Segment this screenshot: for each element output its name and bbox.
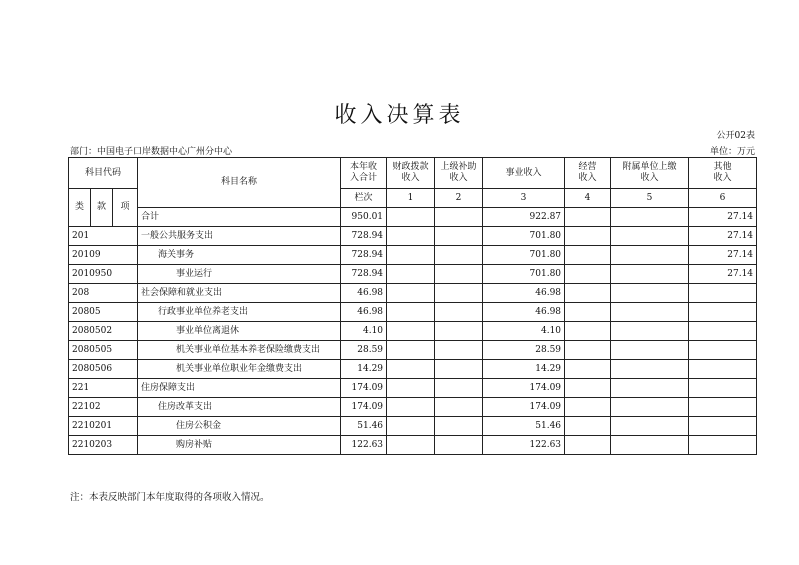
- table-row: [69, 284, 757, 303]
- column-number: 3: [483, 189, 565, 208]
- other-income: [689, 341, 757, 360]
- subject-name: 机关事业单位职业年金缴费支出: [138, 360, 341, 379]
- fiscal-income: [387, 398, 435, 417]
- total-income: 728.94: [341, 265, 387, 284]
- subject-name: 住房改革支出: [138, 398, 341, 417]
- fiscal-income: [387, 303, 435, 322]
- subsidy-income: [435, 246, 483, 265]
- subsidy-income: [435, 265, 483, 284]
- table-row: [69, 341, 757, 360]
- total-income: 46.98: [341, 303, 387, 322]
- subsidy-income: [435, 284, 483, 303]
- fiscal-income-header: 财政拨款 收入: [387, 158, 435, 189]
- footnote: 注：本表反映部门本年度取得的各项收入情况。: [70, 492, 270, 503]
- total-income: 122.63: [341, 436, 387, 455]
- page-title: 收入决算表: [334, 103, 465, 128]
- operating-income: [565, 227, 611, 246]
- subsidy-income: [435, 322, 483, 341]
- column-number: 6: [689, 189, 757, 208]
- operating-income: [565, 417, 611, 436]
- fiscal-income: [387, 227, 435, 246]
- form-code: 公开02表: [716, 131, 755, 141]
- total-income: 728.94: [341, 246, 387, 265]
- operating-income: [565, 436, 611, 455]
- other-income: [689, 417, 757, 436]
- other-income-header: 其他 收入: [689, 158, 757, 189]
- fiscal-income: [387, 360, 435, 379]
- affiliated-income: [611, 341, 689, 360]
- subject-name-header: 科目名称: [138, 158, 341, 208]
- affiliated-income: [611, 246, 689, 265]
- subsidy-income: [435, 436, 483, 455]
- business-income: 14.29: [483, 360, 565, 379]
- affiliated-income: [611, 284, 689, 303]
- other-income: [689, 436, 757, 455]
- subsidy-income: [435, 360, 483, 379]
- subject-name: 住房保障支出: [138, 379, 341, 398]
- affiliated-income: [611, 360, 689, 379]
- column-number: 2: [435, 189, 483, 208]
- column-number: 5: [611, 189, 689, 208]
- subject-name: 一般公共服务支出: [138, 227, 341, 246]
- subsidy-income: [435, 417, 483, 436]
- business-income-header: 事业收入: [483, 158, 565, 189]
- header-row: [69, 158, 757, 189]
- subject-name: 社会保障和就业支出: [138, 284, 341, 303]
- other-income: [689, 322, 757, 341]
- subsidy-income: [435, 379, 483, 398]
- subject-name: 机关事业单位基本养老保险缴费支出: [138, 341, 341, 360]
- total-income-header: 本年收 入合计: [341, 158, 387, 189]
- income-table: [68, 157, 757, 455]
- other-income: [689, 398, 757, 417]
- business-income: 701.80: [483, 246, 565, 265]
- subject-name: 行政事业单位养老支出: [138, 303, 341, 322]
- table-row: [69, 227, 757, 246]
- table-row: [69, 303, 757, 322]
- lanci-label: 栏次: [341, 189, 387, 208]
- subject-name: 事业运行: [138, 265, 341, 284]
- operating-income: [565, 360, 611, 379]
- operating-income: [565, 379, 611, 398]
- total-row: [69, 208, 757, 227]
- affiliated-income: [611, 398, 689, 417]
- subject-code: 2080502: [69, 322, 138, 341]
- subject-code: 221: [69, 379, 138, 398]
- subsidy-income: [435, 398, 483, 417]
- other-income: 27.14: [689, 246, 757, 265]
- operating-income: [565, 284, 611, 303]
- table-row: [69, 360, 757, 379]
- table-row: [69, 417, 757, 436]
- business-income: 46.98: [483, 284, 565, 303]
- operating-income: [565, 398, 611, 417]
- subject-code: 22102: [69, 398, 138, 417]
- department-label: 部门：中国电子口岸数据中心广州分中心: [70, 147, 233, 157]
- fiscal-income: [387, 379, 435, 398]
- operating-income: [565, 303, 611, 322]
- total-other-income: 27.14: [689, 208, 757, 227]
- operating-income: [565, 246, 611, 265]
- operating-income: [565, 341, 611, 360]
- operating-income: [565, 322, 611, 341]
- other-income: [689, 379, 757, 398]
- affiliated-income: [611, 265, 689, 284]
- affiliated-income: [611, 322, 689, 341]
- fiscal-income: [387, 341, 435, 360]
- affiliated-income: [611, 227, 689, 246]
- total-income: 174.09: [341, 398, 387, 417]
- business-income: 701.80: [483, 227, 565, 246]
- subject-name: 事业单位离退休: [138, 322, 341, 341]
- affiliated-income-header: 附属单位上缴 收入: [611, 158, 689, 189]
- fiscal-income: [387, 284, 435, 303]
- business-income: 28.59: [483, 341, 565, 360]
- subsidy-income: [435, 303, 483, 322]
- business-income: 174.09: [483, 398, 565, 417]
- fiscal-income: [387, 265, 435, 284]
- subject-code: 2080506: [69, 360, 138, 379]
- column-number: 1: [387, 189, 435, 208]
- table-row: [69, 322, 757, 341]
- total-business-income: 922.87: [483, 208, 565, 227]
- business-income: 46.98: [483, 303, 565, 322]
- column-number: 4: [565, 189, 611, 208]
- table-row: [69, 379, 757, 398]
- subject-code-header: 科目代码: [69, 158, 138, 189]
- subject-name: 住房公积金: [138, 417, 341, 436]
- subject-code: 208: [69, 284, 138, 303]
- business-income: 701.80: [483, 265, 565, 284]
- total-income: 51.46: [341, 417, 387, 436]
- fiscal-income: [387, 322, 435, 341]
- other-income: 27.14: [689, 227, 757, 246]
- subject-code: 20109: [69, 246, 138, 265]
- business-income: 51.46: [483, 417, 565, 436]
- business-income: 4.10: [483, 322, 565, 341]
- fiscal-income: [387, 417, 435, 436]
- affiliated-income: [611, 417, 689, 436]
- table-row: [69, 436, 757, 455]
- lei-header: 类: [69, 189, 91, 227]
- subsidy-income-header: 上级补助 收入: [435, 158, 483, 189]
- xiang-header: 项: [113, 189, 138, 227]
- unit-label: 单位：万元: [709, 147, 755, 157]
- other-income: [689, 360, 757, 379]
- subject-name: 购房补贴: [138, 436, 341, 455]
- fiscal-income: [387, 246, 435, 265]
- total-income: 4.10: [341, 322, 387, 341]
- business-income: 174.09: [483, 379, 565, 398]
- subject-code: 20805: [69, 303, 138, 322]
- total-label: 合计: [138, 208, 341, 227]
- subject-code: 2010950: [69, 265, 138, 284]
- table-row: [69, 246, 757, 265]
- total-income: 46.98: [341, 284, 387, 303]
- subsidy-income: [435, 341, 483, 360]
- affiliated-income: [611, 379, 689, 398]
- total-income: 728.94: [341, 227, 387, 246]
- kuan-header: 款: [91, 189, 113, 227]
- affiliated-income: [611, 303, 689, 322]
- total-income: 28.59: [341, 341, 387, 360]
- other-income: 27.14: [689, 265, 757, 284]
- subject-code: 2210201: [69, 417, 138, 436]
- subject-code: 201: [69, 227, 138, 246]
- fiscal-income: [387, 436, 435, 455]
- business-income: 122.63: [483, 436, 565, 455]
- subject-name: 海关事务: [138, 246, 341, 265]
- other-income: [689, 284, 757, 303]
- subject-code: 2080505: [69, 341, 138, 360]
- total-income: 14.29: [341, 360, 387, 379]
- table-row: [69, 398, 757, 417]
- subsidy-income: [435, 227, 483, 246]
- subject-code: 2210203: [69, 436, 138, 455]
- operating-income: [565, 265, 611, 284]
- total-total-income: 950.01: [341, 208, 387, 227]
- total-income: 174.09: [341, 379, 387, 398]
- table-row: [69, 265, 757, 284]
- affiliated-income: [611, 436, 689, 455]
- other-income: [689, 303, 757, 322]
- operating-income-header: 经营 收入: [565, 158, 611, 189]
